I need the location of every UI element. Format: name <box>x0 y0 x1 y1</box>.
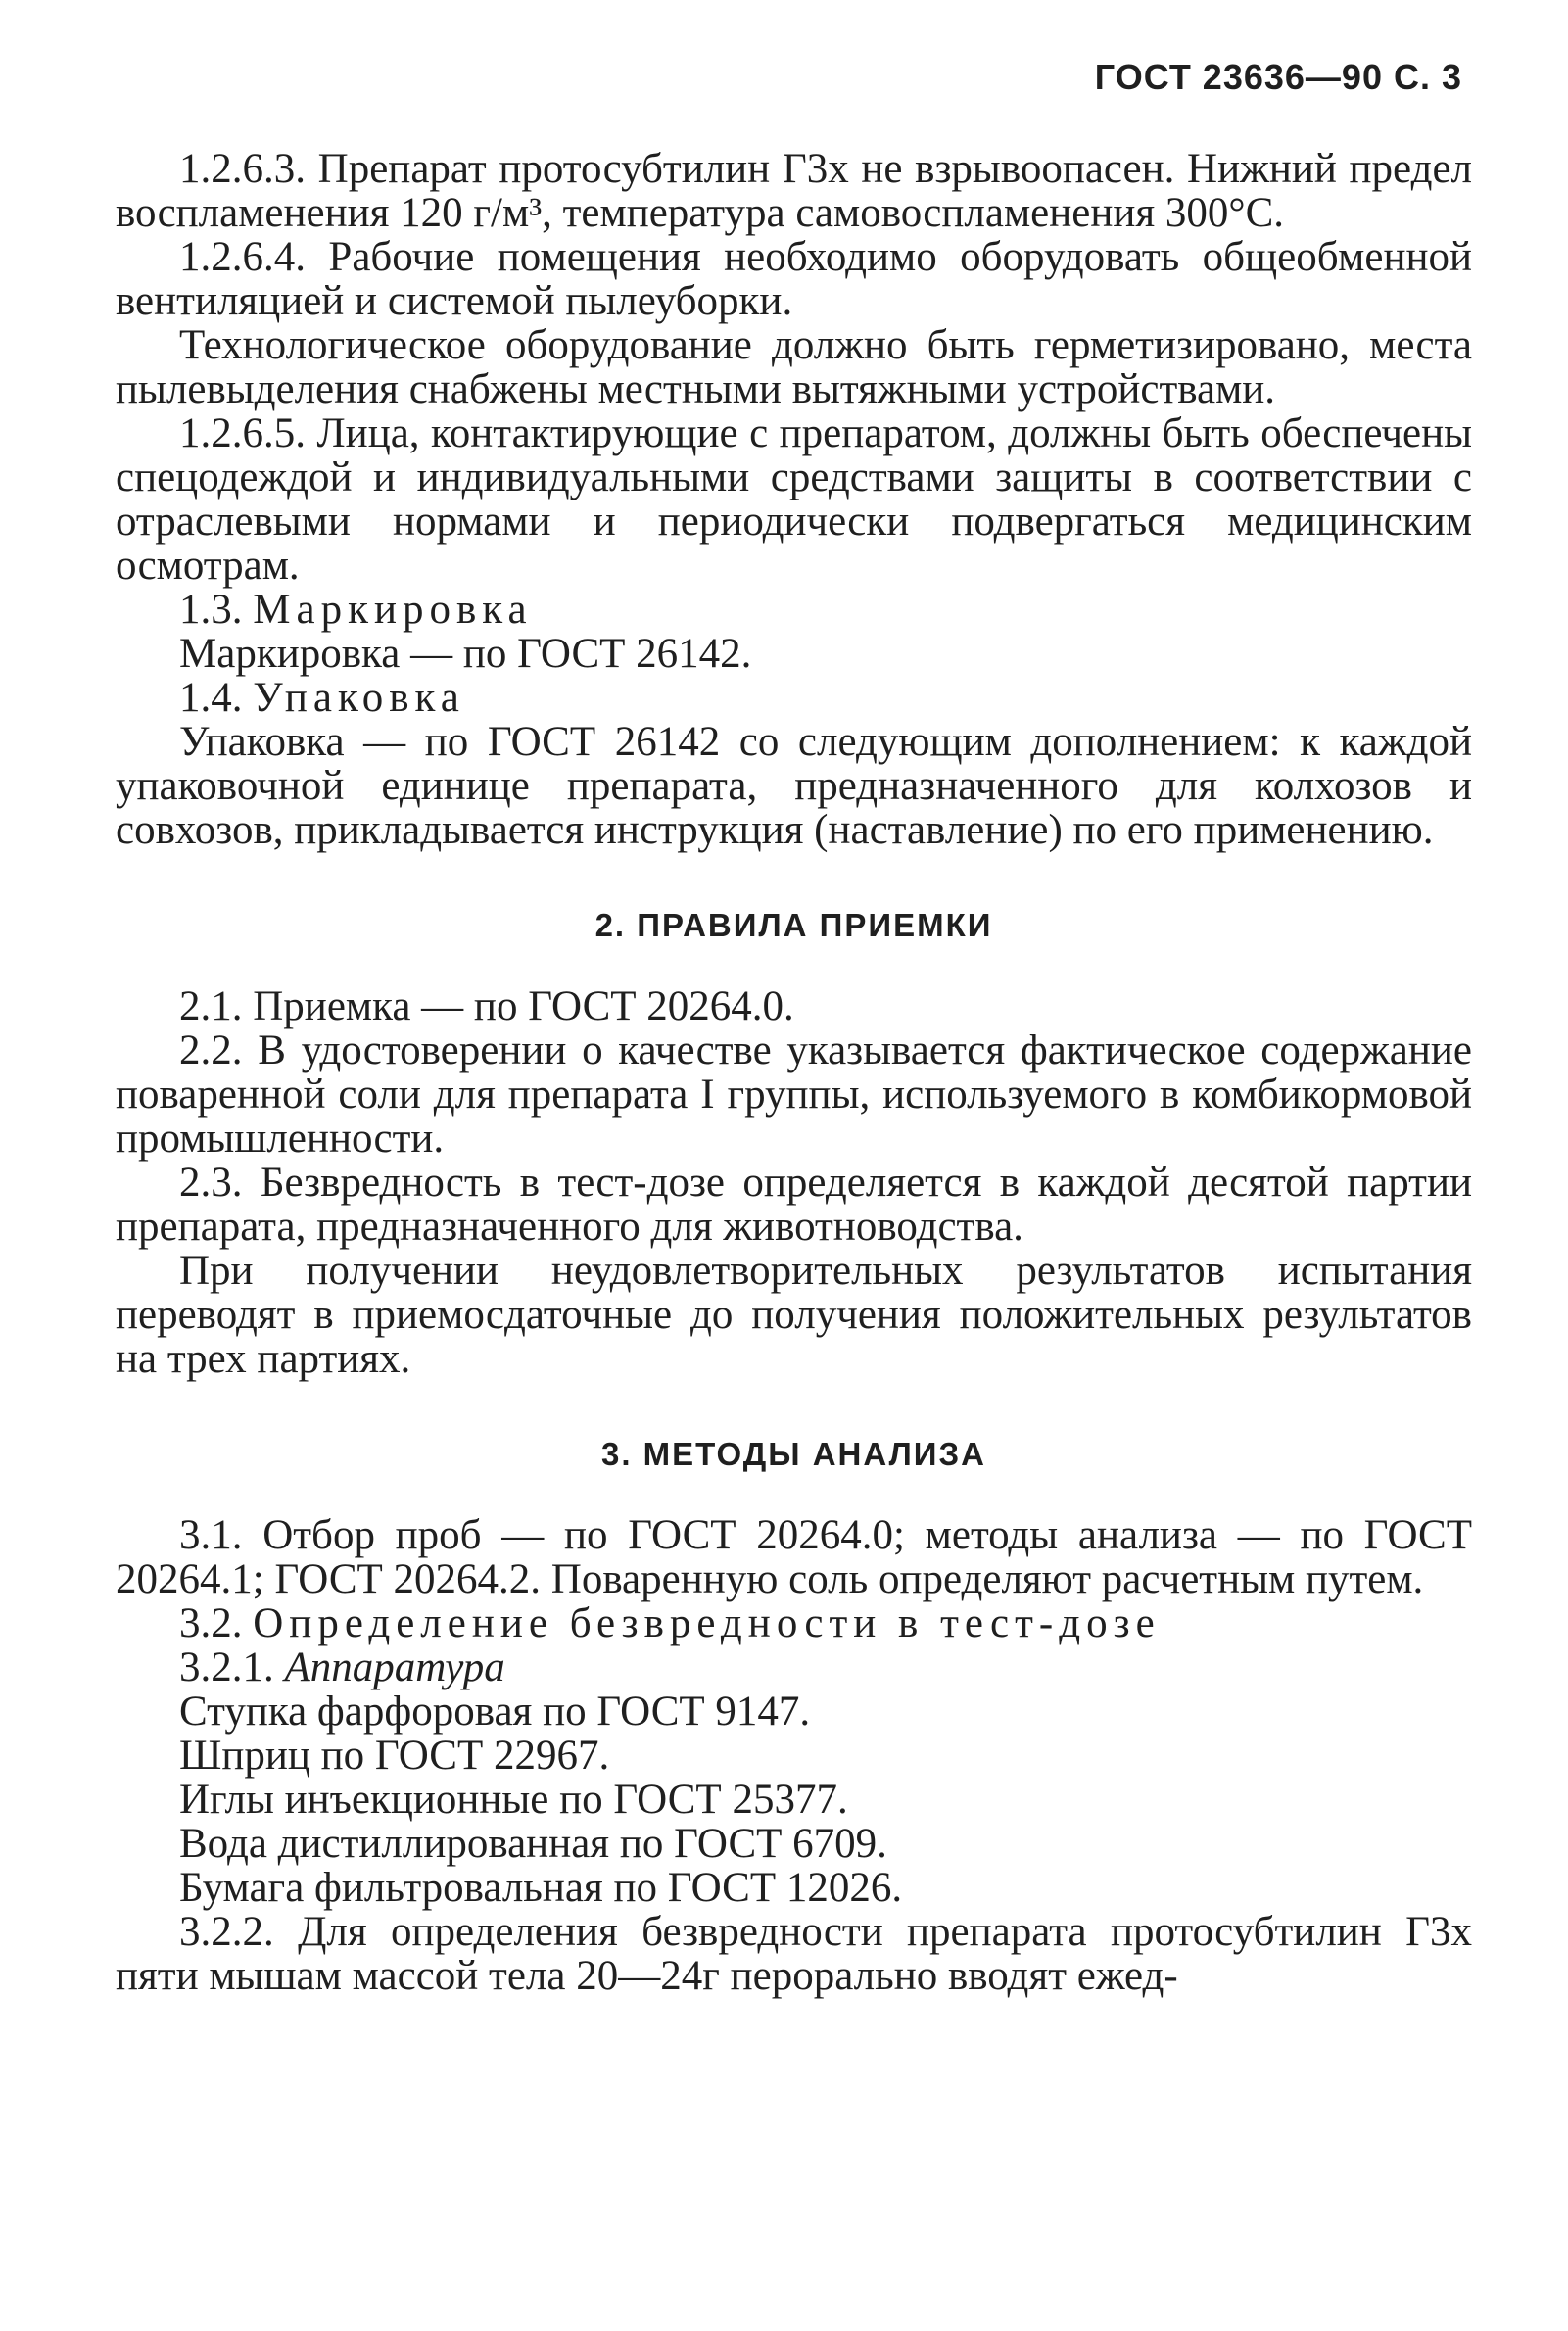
heading-3-2-1: 3.2.1. Аппаратура <box>179 1644 505 1690</box>
apparatus-item: Иглы инъекционные по ГОСТ 25377. <box>179 1777 848 1823</box>
packaging-title: Упаковка <box>253 675 465 721</box>
page-header: ГОСТ 23636—90 С. 3 <box>1094 57 1462 97</box>
paragraph-1-2-6-5: 1.2.6.5. Лица, контактирующие с препаратом, должны быть обеспечены спецодеждой и индивидуальными средствами защиты в соответствии с отраслевыми нормами и периодически подвергаться медицинским осмотрам. <box>116 410 1472 589</box>
paragraph-3-2-2: 3.2.2. Для определения безвредности препарата протосубтилин Г3х пяти мышам массой тела 20—24г перорально вводят ежед- <box>116 1909 1472 1999</box>
section-2-title: 2. ПРАВИЛА ПРИЕМКИ <box>594 907 993 943</box>
paragraph-1-2-6-4: 1.2.6.4. Рабочие помещения необходимо оборудовать общеобменной вентиляцией и системой пылеуборки. <box>116 234 1472 324</box>
paragraph-1-2-6-3: 1.2.6.3. Препарат протосубтилин Г3х не взрывоопасен. Нижний предел воспламенения 120 г/м³, температура самовоспламенения 300°С. <box>116 146 1472 236</box>
paragraph-2-1: 2.1. Приемка — по ГОСТ 20264.0. <box>179 983 794 1029</box>
paragraph-packaging: Упаковка — по ГОСТ 26142 со следующим дополнением: к каждой упаковочной единице препарата, предназначенного для колхозов и совхозов, прикладывается инструкция (наставление) по его применению. <box>116 719 1472 853</box>
document-body <box>116 147 1472 1998</box>
heading-3-2: 3.2. Определение безвредности в тест-дозе <box>179 1600 1161 1646</box>
paragraph-3-1: 3.1. Отбор проб — по ГОСТ 20264.0; методы анализа — по ГОСТ 20264.1; ГОСТ 20264.2. Поваренную соль определяют расчетным путем. <box>116 1512 1472 1602</box>
apparatus-item: Шприц по ГОСТ 22967. <box>179 1733 610 1779</box>
apparatus-item: Вода дистиллированная по ГОСТ 6709. <box>179 1821 887 1867</box>
heading-packaging: 1.4. Упаковка <box>179 675 465 721</box>
section-3-title: 3. МЕТОДЫ АНАЛИЗА <box>600 1436 987 1472</box>
apparatus-item: Ступка фарфоровая по ГОСТ 9147. <box>179 1689 811 1735</box>
paragraph-2-2: 2.2. В удостоверении о качестве указывается фактическое содержание поваренной соли для препарата I группы, используемого в комбикормовой промышленности. <box>116 1027 1472 1162</box>
apparatus-item: Бумага фильтровальная по ГОСТ 12026. <box>179 1865 903 1911</box>
paragraph-2-3-note: При получении неудовлетворительных результатов испытания переводят в приемосдаточные до получения положительных результатов на трех партиях. <box>116 1248 1472 1382</box>
marking-title: Маркировка <box>253 587 533 633</box>
paragraph-2-3: 2.3. Безвредность в тест-дозе определяется в каждой десятой партии препарата, предназначенного для животноводства. <box>116 1160 1472 1250</box>
heading-3-2-title: Определение безвредности в тест-дозе <box>253 1600 1161 1646</box>
paragraph-marking: Маркировка — по ГОСТ 26142. <box>179 631 752 677</box>
apparatus-title: Аппаратура <box>284 1644 505 1690</box>
paragraph-equipment: Технологическое оборудование должно быть герметизировано, места пылевыделения снабжены местными вытяжными устройствами. <box>116 322 1472 412</box>
heading-marking: 1.3. Маркировка <box>179 587 533 633</box>
